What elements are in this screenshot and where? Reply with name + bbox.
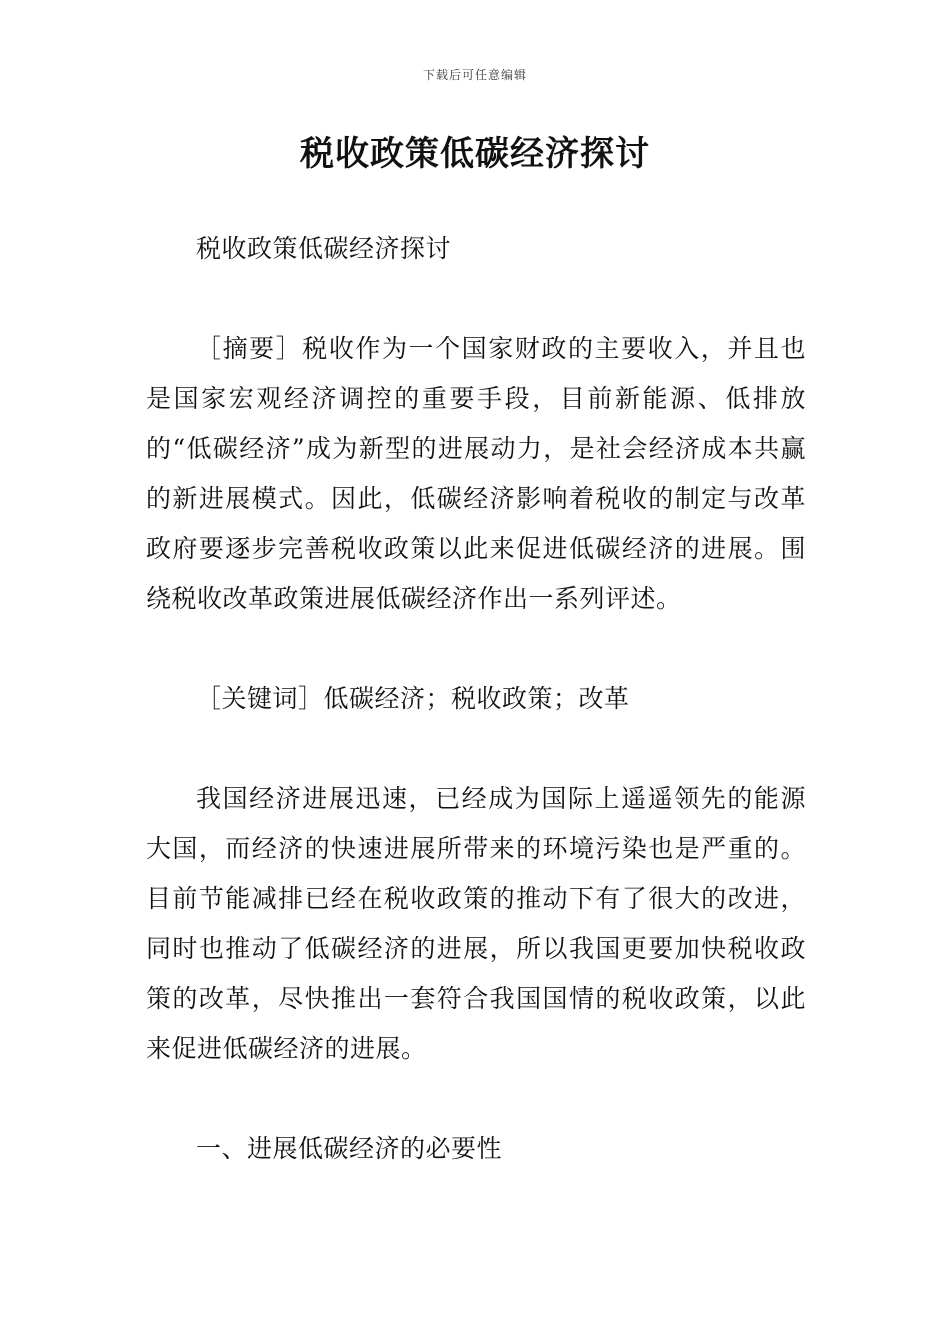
document-title: 税收政策低碳经济探讨 xyxy=(300,134,650,174)
section-heading: 一、进展低碳经济的必要性 xyxy=(196,1134,503,1163)
document-body xyxy=(146,224,806,1174)
intro-paragraph: 我国经济进展迅速，已经成为国际上遥遥领先的能源大国，而经济的快速进展所带来的环境污染也是严重的。目前节能减排已经在税收政策的推动下有了很大的改进，同时也推动了低碳经济的进展，所以我国更要加快税收政策的改革，尽快推出一套符合我国国情的税收政策，以此来促进低碳经济的进展。 xyxy=(146,784,806,1063)
header-note: 下载后可任意编辑 xyxy=(422,68,527,82)
subtitle-paragraph: 税收政策低碳经济探讨 xyxy=(196,234,452,263)
keywords-paragraph: ［关键词］低碳经济；税收政策；改革 xyxy=(196,684,630,713)
abstract-paragraph: ［摘要］税收作为一个国家财政的主要收入，并且也是国家宏观经济调控的重要手段，目前新能源、低排放的“低碳经济”成为新型的进展动力，是社会经济成本共赢的新进展模式。因此，低碳经济影响着税收的制定与改革政府要逐步完善税收政策以此来促进低碳经济的进展。围绕税收改革政策进展低碳经济作出一系列评述。 xyxy=(146,334,806,613)
